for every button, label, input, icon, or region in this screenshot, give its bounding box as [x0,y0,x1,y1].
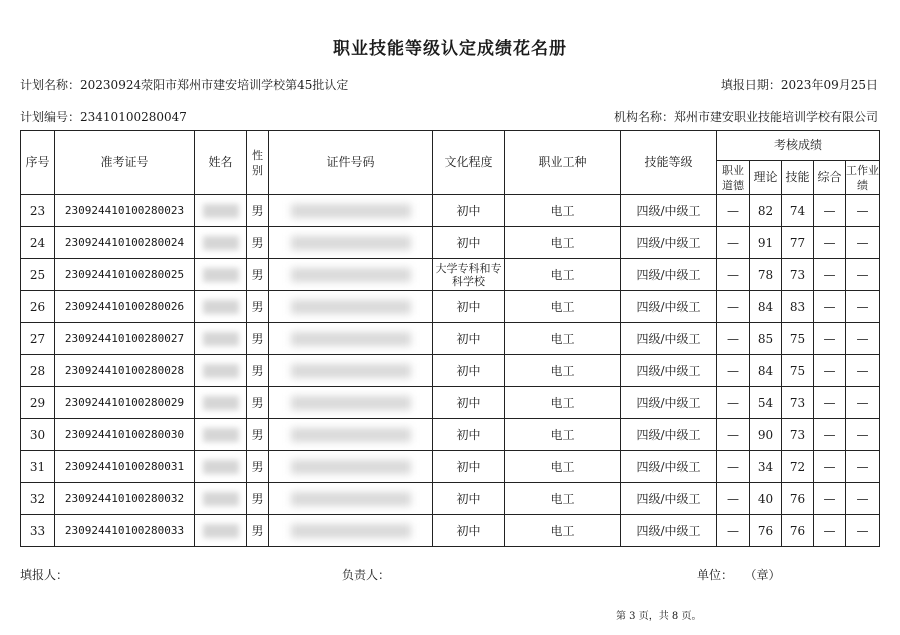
cell-ethics: — [717,515,750,547]
cell-comprehensive: — [814,195,846,227]
cell-work: — [846,195,880,227]
table-row [21,323,880,355]
header-ethics: 职业道德 [717,161,750,195]
cell-work: — [846,419,880,451]
cell-level: 四级/中级工 [621,227,717,259]
cell-ethics: — [717,419,750,451]
cell-name-redacted [195,483,247,515]
cell-comprehensive: — [814,227,846,259]
cell-gender: 男 [247,227,269,259]
cell-exam-no: 230924410100280030 [55,419,195,451]
redacted-block [291,492,411,506]
redacted-block [203,300,239,314]
score-table [20,130,880,547]
cell-education: 初中 [433,419,505,451]
table-row [21,259,880,291]
cell-level: 四级/中级工 [621,387,717,419]
cell-skill: 73 [782,259,814,291]
header-occupation: 职业工种 [505,131,621,195]
cell-level: 四级/中级工 [621,323,717,355]
cell-education: 初中 [433,355,505,387]
plan-name-line [20,76,348,93]
unit-line [697,566,780,583]
cell-work: — [846,355,880,387]
cell-level: 四级/中级工 [621,483,717,515]
fill-date-line [721,76,878,93]
cell-level: 四级/中级工 [621,451,717,483]
cell-name-redacted [195,355,247,387]
cell-occupation: 电工 [505,291,621,323]
cell-seq: 29 [21,387,55,419]
table-row [21,355,880,387]
cell-occupation: 电工 [505,387,621,419]
cell-seq: 27 [21,323,55,355]
page-number: 第 3 页，共 8 页。 [616,611,702,622]
header-scores: 考核成绩 [717,131,880,161]
cell-name-redacted [195,323,247,355]
redacted-block [203,524,239,538]
header-name: 姓名 [195,131,247,195]
redacted-block [291,396,411,410]
redacted-block [203,236,239,250]
cell-theory: 34 [750,451,782,483]
unit-label: 单位： [697,568,734,582]
cell-skill: 73 [782,419,814,451]
cell-education: 初中 [433,227,505,259]
cell-skill: 75 [782,355,814,387]
seal-text: （章） [744,568,781,582]
cell-skill: 76 [782,515,814,547]
document-title: 职业技能等级认定成绩花名册 [333,39,567,59]
header-gender: 性别 [247,131,269,195]
redacted-block [291,524,411,538]
redacted-block [203,460,239,474]
cell-education: 初中 [433,483,505,515]
cell-id-redacted [269,323,433,355]
cell-work: — [846,227,880,259]
header-seq: 序号 [21,131,55,195]
cell-exam-no: 230924410100280028 [55,355,195,387]
cell-education: 初中 [433,291,505,323]
cell-ethics: — [717,323,750,355]
cell-comprehensive: — [814,419,846,451]
cell-gender: 男 [247,291,269,323]
cell-exam-no: 230924410100280031 [55,451,195,483]
redacted-block [203,364,239,378]
cell-theory: 84 [750,355,782,387]
cell-id-redacted [269,515,433,547]
cell-level: 四级/中级工 [621,355,717,387]
cell-level: 四级/中级工 [621,291,717,323]
redacted-block [291,204,411,218]
cell-level: 四级/中级工 [621,419,717,451]
redacted-block [291,236,411,250]
table-row [21,291,880,323]
org-value: 郑州市建安职业技能培训学校有限公司 [673,110,878,124]
plan-no-label: 计划编号： [20,110,81,124]
cell-gender: 男 [247,323,269,355]
header-level: 技能等级 [621,131,717,195]
cell-work: — [846,451,880,483]
header-id-no: 证件号码 [269,131,433,195]
cell-theory: 82 [750,195,782,227]
cell-seq: 31 [21,451,55,483]
cell-exam-no: 230924410100280029 [55,387,195,419]
cell-name-redacted [195,451,247,483]
cell-comprehensive: — [814,387,846,419]
cell-theory: 54 [750,387,782,419]
cell-skill: 83 [782,291,814,323]
filler-label: 填报人： [20,568,69,582]
cell-exam-no: 230924410100280032 [55,483,195,515]
cell-skill: 76 [782,483,814,515]
table-row [21,419,880,451]
redacted-block [291,428,411,442]
cell-occupation: 电工 [505,451,621,483]
cell-comprehensive: — [814,355,846,387]
cell-ethics: — [717,451,750,483]
table-row [21,387,880,419]
cell-seq: 32 [21,483,55,515]
cell-skill: 77 [782,227,814,259]
cell-id-redacted [269,291,433,323]
header-skill: 技能 [782,161,814,195]
cell-education: 初中 [433,323,505,355]
cell-gender: 男 [247,483,269,515]
cell-ethics: — [717,227,750,259]
cell-seq: 26 [21,291,55,323]
cell-gender: 男 [247,515,269,547]
cell-exam-no: 230924410100280026 [55,291,195,323]
cell-name-redacted [195,387,247,419]
cell-level: 四级/中级工 [621,195,717,227]
cell-ethics: — [717,291,750,323]
cell-comprehensive: — [814,291,846,323]
header-education: 文化程度 [433,131,505,195]
cell-name-redacted [195,227,247,259]
redacted-block [203,332,239,346]
cell-ethics: — [717,195,750,227]
cell-ethics: — [717,259,750,291]
cell-ethics: — [717,355,750,387]
cell-education: 初中 [433,451,505,483]
cell-name-redacted [195,195,247,227]
cell-id-redacted [269,483,433,515]
cell-theory: 90 [750,419,782,451]
cell-occupation: 电工 [505,195,621,227]
cell-work: — [846,515,880,547]
cell-comprehensive: — [814,259,846,291]
cell-name-redacted [195,259,247,291]
cell-comprehensive: — [814,323,846,355]
header-work: 工作业绩 [846,161,880,195]
fill-date-label: 填报日期： [720,78,781,92]
cell-occupation: 电工 [505,227,621,259]
cell-education: 初中 [433,195,505,227]
cell-occupation: 电工 [505,355,621,387]
cell-ethics: — [717,387,750,419]
plan-name-value: 20230924荥阳市郑州市建安培训学校第45批认定 [80,78,349,92]
cell-occupation: 电工 [505,483,621,515]
cell-comprehensive: — [814,515,846,547]
cell-skill: 73 [782,387,814,419]
cell-education: 大学专科和专科学校 [433,259,505,291]
cell-seq: 30 [21,419,55,451]
cell-name-redacted [195,419,247,451]
redacted-block [203,428,239,442]
cell-gender: 男 [247,387,269,419]
cell-gender: 男 [247,195,269,227]
cell-theory: 84 [750,291,782,323]
cell-theory: 78 [750,259,782,291]
cell-name-redacted [195,291,247,323]
cell-id-redacted [269,195,433,227]
cell-theory: 40 [750,483,782,515]
cell-exam-no: 230924410100280027 [55,323,195,355]
cell-work: — [846,387,880,419]
cell-id-redacted [269,451,433,483]
cell-seq: 24 [21,227,55,259]
cell-occupation: 电工 [505,419,621,451]
cell-occupation: 电工 [505,259,621,291]
cell-work: — [846,323,880,355]
table-row [21,451,880,483]
cell-id-redacted [269,387,433,419]
cell-gender: 男 [247,259,269,291]
cell-level: 四级/中级工 [621,259,717,291]
cell-exam-no: 230924410100280024 [55,227,195,259]
redacted-block [203,204,239,218]
cell-id-redacted [269,419,433,451]
redacted-block [203,396,239,410]
header-exam-no: 准考证号 [55,131,195,195]
cell-skill: 72 [782,451,814,483]
plan-no-line [20,108,187,125]
cell-comprehensive: — [814,451,846,483]
cell-ethics: — [717,483,750,515]
cell-theory: 91 [750,227,782,259]
cell-name-redacted [195,515,247,547]
redacted-block [291,268,411,282]
cell-comprehensive: — [814,483,846,515]
cell-seq: 28 [21,355,55,387]
cell-work: — [846,291,880,323]
responsible-label: 负责人： [342,568,391,582]
table-row [21,515,880,547]
cell-exam-no: 230924410100280033 [55,515,195,547]
plan-name-label: 计划名称： [20,78,81,92]
cell-gender: 男 [247,355,269,387]
cell-exam-no: 230924410100280023 [55,195,195,227]
cell-occupation: 电工 [505,323,621,355]
cell-seq: 23 [21,195,55,227]
org-line [614,108,878,125]
cell-theory: 76 [750,515,782,547]
cell-id-redacted [269,227,433,259]
header-comprehensive: 综合 [814,161,846,195]
redacted-block [291,332,411,346]
fill-date-value: 2023年09月25日 [780,78,878,92]
cell-work: — [846,483,880,515]
org-label: 机构名称： [613,110,674,124]
cell-work: — [846,259,880,291]
table-row [21,227,880,259]
cell-skill: 75 [782,323,814,355]
cell-occupation: 电工 [505,515,621,547]
redacted-block [291,364,411,378]
cell-gender: 男 [247,419,269,451]
plan-no-value: 23410100280047 [80,110,187,124]
table-row [21,483,880,515]
redacted-block [291,300,411,314]
redacted-block [203,268,239,282]
cell-id-redacted [269,259,433,291]
redacted-block [291,460,411,474]
cell-skill: 74 [782,195,814,227]
cell-exam-no: 230924410100280025 [55,259,195,291]
header-theory: 理论 [750,161,782,195]
redacted-block [203,492,239,506]
table-row [21,195,880,227]
cell-education: 初中 [433,515,505,547]
cell-seq: 25 [21,259,55,291]
cell-gender: 男 [247,451,269,483]
cell-theory: 85 [750,323,782,355]
cell-education: 初中 [433,387,505,419]
cell-level: 四级/中级工 [621,515,717,547]
cell-seq: 33 [21,515,55,547]
cell-id-redacted [269,355,433,387]
